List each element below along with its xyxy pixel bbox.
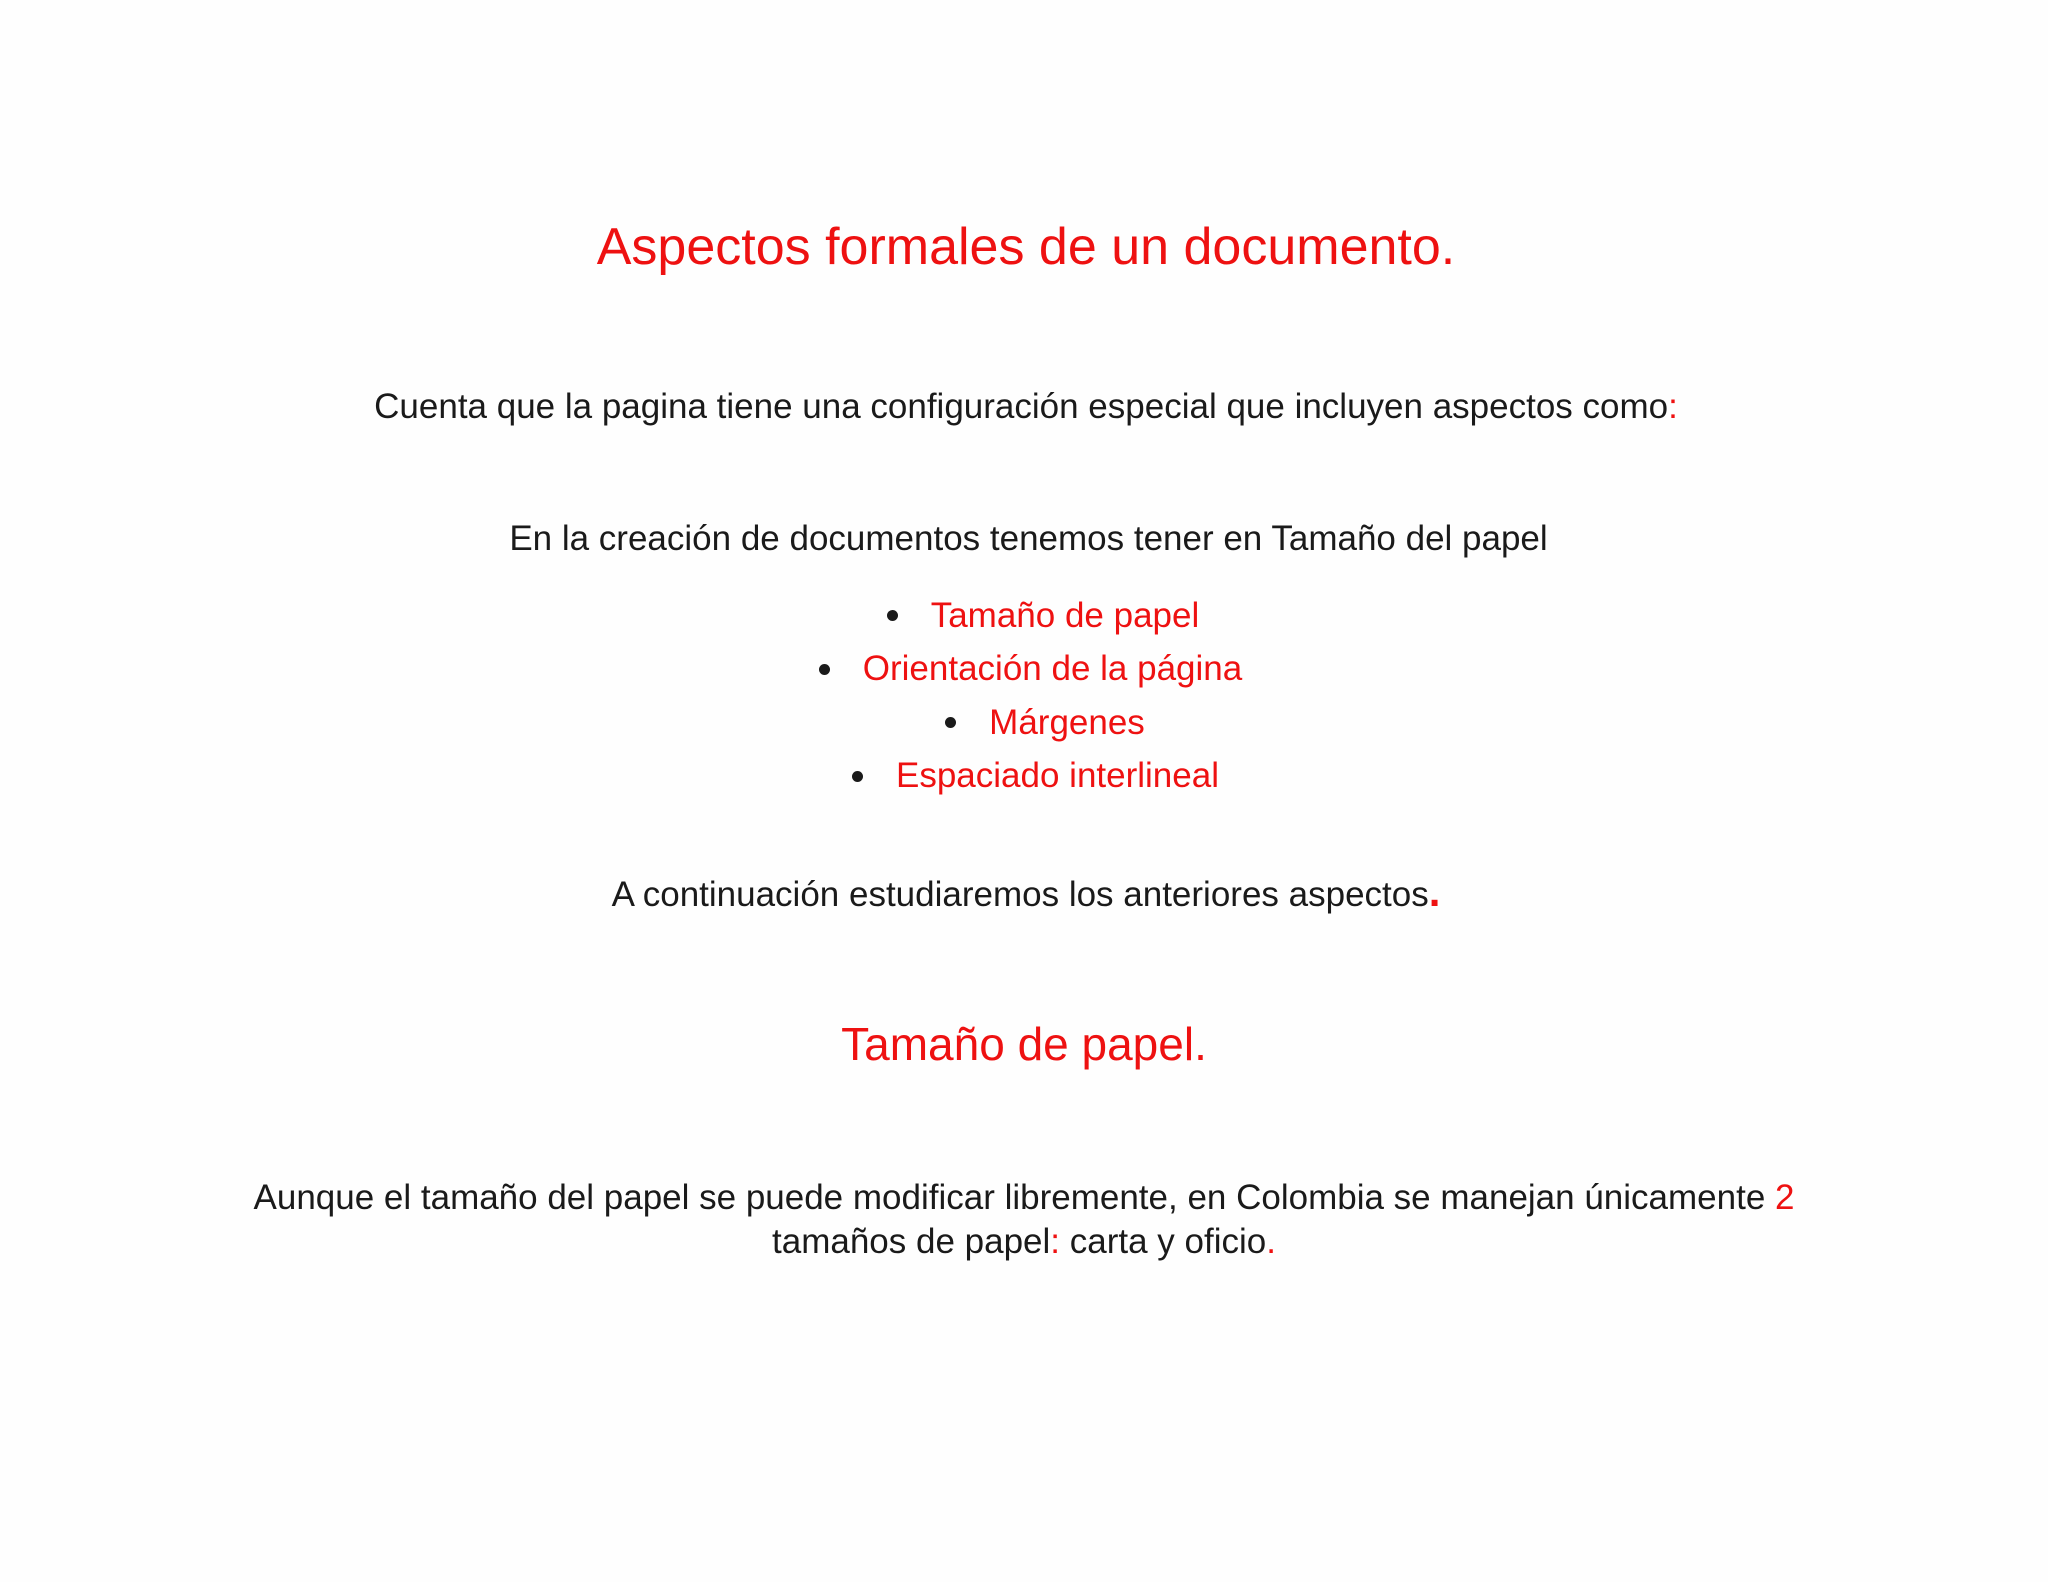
list-item — [23, 747, 2048, 801]
continuation-text: A continuación estudiaremos los anteriores aspectos — [611, 875, 1429, 914]
closing-paragraph — [0, 1176, 2048, 1264]
list-item — [38, 586, 2048, 640]
closing-period: . — [1266, 1222, 1276, 1261]
creation-paragraph: En la creación de documentos tenemos tener en Tamaño del papel — [509, 519, 1548, 558]
continuation-paragraph — [4, 868, 2048, 916]
aspects-list — [0, 586, 2048, 800]
intro-colon: : — [1668, 387, 1678, 426]
page-title: Aspectos formales de un documento. — [596, 218, 1456, 276]
section-heading: Tamaño de papel. — [841, 1018, 1207, 1070]
list-item-label: Márgenes — [989, 702, 1145, 742]
closing-text-1: Aunque el tamaño del papel se puede modificar libremente, en Colombia se manejan únicamente — [253, 1178, 1776, 1217]
list-item-label: Tamaño de papel — [930, 595, 1200, 635]
list-item-label: Orientación de la página — [862, 649, 1243, 688]
bullet-dot-icon — [945, 717, 956, 728]
list-item — [13, 640, 2048, 694]
continuation-period: . — [1428, 868, 1441, 915]
intro-paragraph — [4, 386, 2048, 428]
list-item-label: Espaciado interlineal — [896, 756, 1219, 795]
list-item — [42, 693, 2048, 747]
closing-text-3: carta y oficio — [1060, 1222, 1267, 1261]
closing-number: 2 — [1775, 1178, 1795, 1217]
bullet-dot-icon — [887, 610, 898, 621]
closing-text-2: tamaños de papel — [772, 1222, 1051, 1261]
bullet-dot-icon — [819, 664, 830, 675]
intro-text: Cuenta que la pagina tiene una configuración especial que incluyen aspectos como — [374, 387, 1669, 426]
bullet-dot-icon — [852, 771, 863, 782]
closing-colon: : — [1050, 1222, 1061, 1261]
